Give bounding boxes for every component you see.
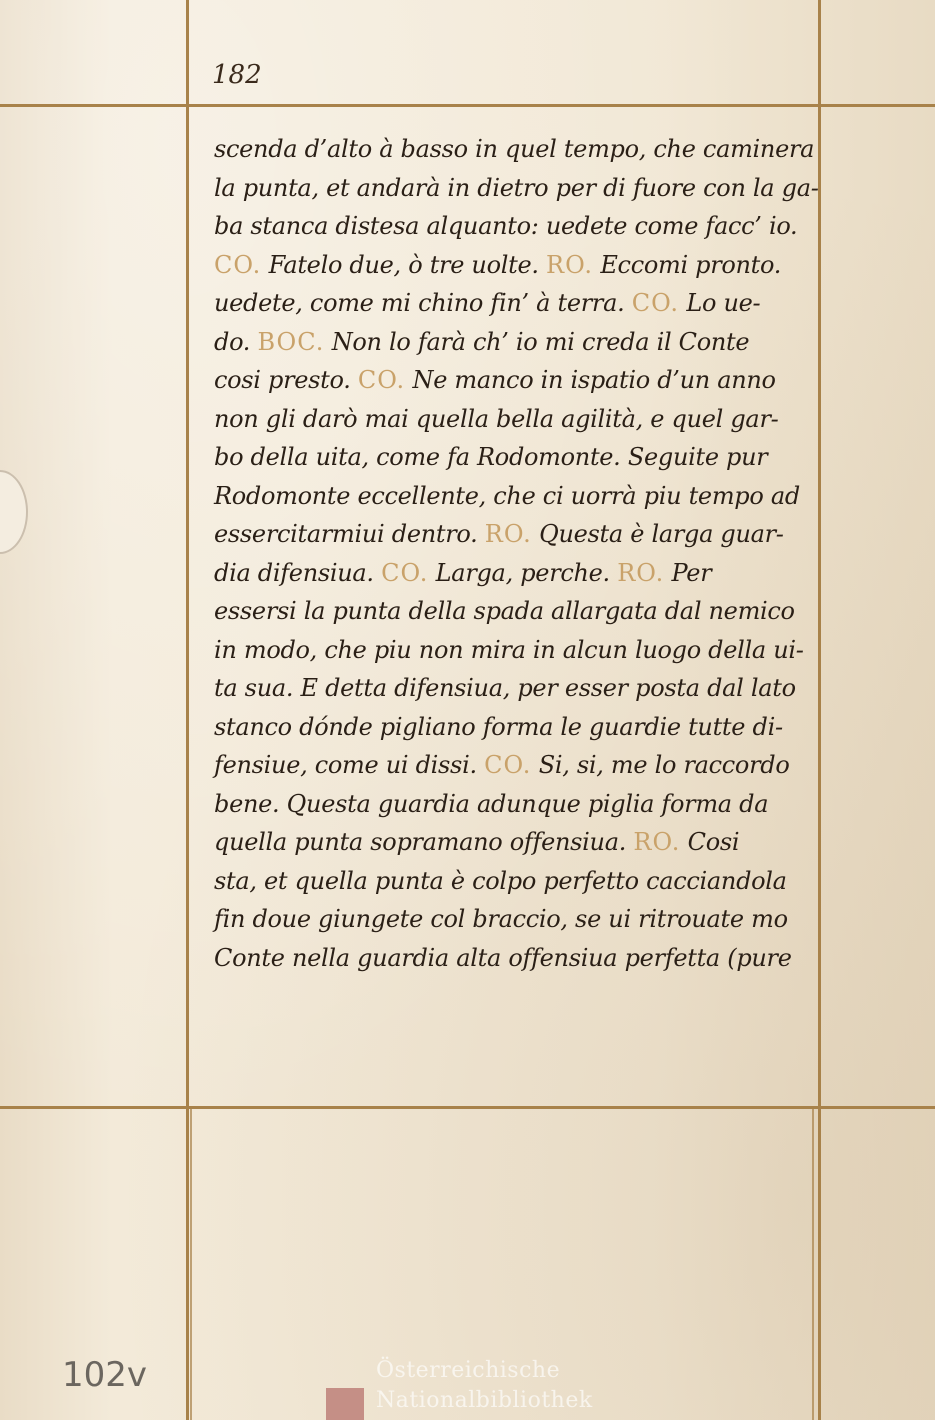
page-edge-notch xyxy=(0,470,28,554)
text-line xyxy=(214,554,814,593)
text-run: la punta, et andarà in dietro per di fuore con la ga- xyxy=(214,173,819,202)
text-run: bo della uita, come fa Rodomonte. Seguite pur xyxy=(214,443,768,471)
speaker-label: RO. xyxy=(617,558,665,587)
text-run: Ne manco in ispatio d’un anno xyxy=(405,366,776,394)
text-run: Questa è larga guar- xyxy=(531,520,784,548)
text-run: scenda d’alto à basso in quel tempo, che caminera xyxy=(214,135,815,163)
text-run: Si, si, me lo raccordo xyxy=(531,751,790,779)
top-margin-rule xyxy=(0,104,935,107)
text-run: non gli darò mai quella bella agilità, e quel gar- xyxy=(214,404,779,433)
folio-number: 182 xyxy=(212,60,262,90)
watermark-line-1: Österreichische xyxy=(376,1358,561,1383)
text-run: Rodomonte eccellente, che ci uorrà piu tempo ad xyxy=(214,481,800,510)
speaker-label: CO. xyxy=(631,289,680,317)
text-run: fin doue giungete col braccio, se ui ritrouate mo xyxy=(214,905,788,933)
text-run: Conte nella guardia alta offensiua perfetta (pure xyxy=(214,943,792,972)
watermark-line-2: Nationalbibliothek xyxy=(376,1388,593,1413)
text-line xyxy=(214,477,814,516)
right-margin-rule xyxy=(818,0,821,1420)
text-line xyxy=(214,939,814,978)
text-line xyxy=(214,592,814,631)
text-run: cosi presto. xyxy=(214,366,358,394)
speaker-label: BOC. xyxy=(257,327,325,356)
text-run: essersi la punta della spada allargata dal nemico xyxy=(214,597,795,625)
bottom-margin-rule xyxy=(0,1106,935,1109)
text-line xyxy=(214,400,814,439)
text-run: ta sua. E detta difensiua, per esser posta dal lato xyxy=(214,674,796,702)
speaker-label: RO. xyxy=(633,828,681,856)
text-run: Lo ue- xyxy=(679,289,761,317)
text-run: essercitarmiui dentro. xyxy=(214,520,485,548)
text-run: quella punta sopramano offensiua. xyxy=(214,828,634,856)
text-run: ba stanca distesa alquanto: uedete come facc’ io. xyxy=(214,212,798,240)
watermark-logo xyxy=(326,1388,364,1420)
lower-right-rule xyxy=(812,1106,814,1420)
text-line xyxy=(214,708,814,747)
text-line xyxy=(214,515,814,554)
speaker-label: CO. xyxy=(214,250,262,279)
speaker-label: CO. xyxy=(357,366,406,394)
speaker-label: RO. xyxy=(484,520,532,548)
text-run: sta, et quella punta è colpo perfetto cacciandola xyxy=(214,866,787,895)
speaker-label: CO. xyxy=(484,751,532,779)
text-line xyxy=(214,669,814,708)
text-line xyxy=(214,438,814,477)
text-line xyxy=(214,361,814,400)
text-line xyxy=(214,823,814,862)
text-run: do. xyxy=(214,327,258,356)
text-line xyxy=(214,207,814,246)
text-line xyxy=(214,785,814,824)
text-line xyxy=(214,284,814,323)
text-line xyxy=(214,900,814,939)
text-run: in modo, che piu non mira in alcun luogo della ui- xyxy=(214,635,804,664)
text-line xyxy=(214,746,814,785)
text-run: fensiue, come ui dissi. xyxy=(214,751,485,779)
speaker-label: RO. xyxy=(546,250,593,279)
text-line xyxy=(214,169,819,208)
text-run: dia difensiua. xyxy=(214,558,382,587)
text-run: stanco dónde pigliano forma le guardie tutte di- xyxy=(214,712,783,741)
text-run: Cosi xyxy=(680,828,740,856)
text-run: Per xyxy=(664,558,712,587)
text-run: uedete, come mi chino fin’ à terra. xyxy=(214,289,632,317)
lower-left-rule xyxy=(190,1106,192,1420)
text-line xyxy=(214,246,814,285)
text-line xyxy=(214,130,814,169)
text-run: Fatelo due, ò tre uolte. xyxy=(261,250,547,279)
text-line xyxy=(214,862,814,901)
text-run: bene. Questa guardia adunque piglia forma da xyxy=(214,789,769,818)
text-run: Non lo farà ch’ io mi creda il Conte xyxy=(324,327,750,356)
text-line xyxy=(214,323,814,362)
speaker-label: CO. xyxy=(381,558,429,587)
text-line xyxy=(214,631,814,670)
shelfmark: 102v xyxy=(62,1355,148,1395)
text-run: Larga, perche. xyxy=(428,558,618,587)
text-run: Eccomi pronto. xyxy=(593,250,782,279)
text-block xyxy=(214,130,819,977)
left-margin-rule xyxy=(186,0,189,1420)
